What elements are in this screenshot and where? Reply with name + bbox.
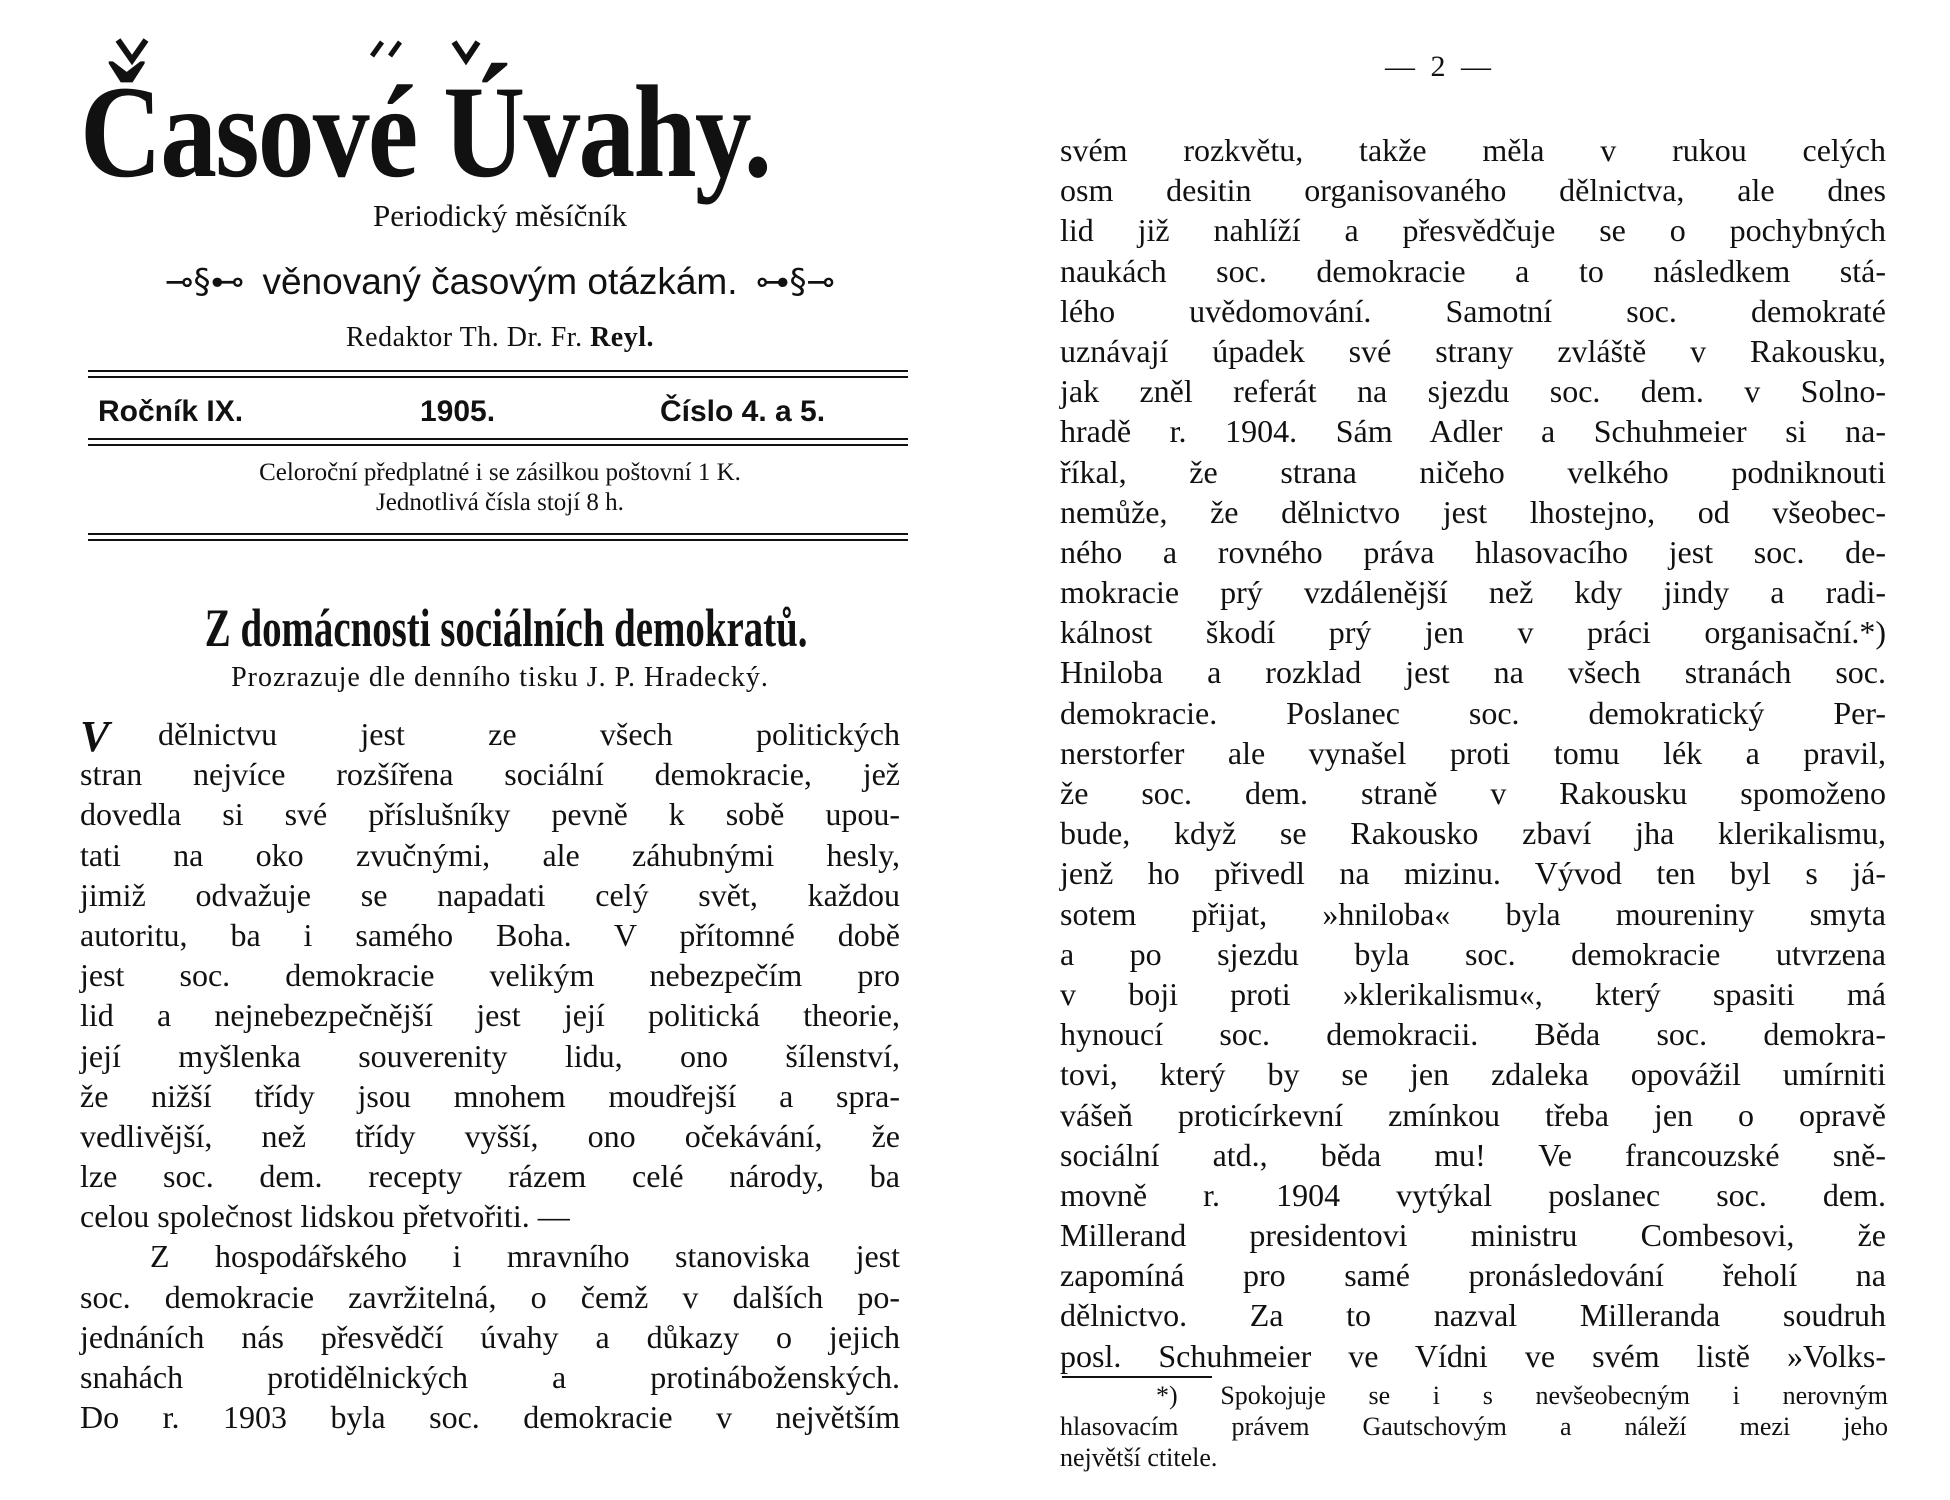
- text-line: zapomíná pro samé pronásledování řeholí na: [1060, 1257, 1886, 1294]
- text-line: dělnictvo. Za to nazval Milleranda soudruh: [1060, 1297, 1886, 1334]
- drop-cap: V: [80, 712, 110, 761]
- masthead-tagline-row: [105, 258, 895, 306]
- article-body-right: [1060, 130, 1886, 1376]
- text-line: lid již nahlíží a přesvědčuje se o pochybných: [1060, 212, 1886, 249]
- text-line: a po sjezdu byla soc. demokracie utvrzena: [1060, 935, 1886, 972]
- text-line: říkal, že strana ničeho velkého podniknouti: [1060, 453, 1886, 490]
- text-line: lze soc. dem. recepty rázem celé národy, ba: [80, 1158, 900, 1195]
- divider: [88, 438, 908, 440]
- text-line: jest soc. demokracie velikým nebezpečím pro: [80, 957, 900, 994]
- issue-volume: Ročník IX.: [98, 395, 244, 428]
- text-line: dovedla si své příslušníky pevně k sobě upou-: [80, 796, 900, 833]
- text-line: movně r. 1904 vytýkal poslanec soc. dem.: [1060, 1176, 1886, 1213]
- text-line: tovi, který by se jen zdaleka opovážil umírniti: [1060, 1056, 1886, 1093]
- text-line: největší ctitele.: [1060, 1443, 1218, 1472]
- text-line: jenž ho přivedl na mizinu. Vývod ten byl s já-: [1060, 855, 1886, 892]
- divider: [88, 370, 908, 372]
- text-line: stran nejvíce rozšířena sociální demokracie, jež: [80, 756, 900, 793]
- issue-info-row: [98, 395, 898, 435]
- text-line-content: dělnictvu jest ze všech politických: [158, 716, 900, 752]
- text-line: uznávají úpadek své strany zvláště v Rakousku,: [1060, 332, 1886, 369]
- text-line: naukách soc. demokracie a to následkem stá-: [1060, 252, 1886, 289]
- text-line: sotem přijat, »hniloba« byla moureniny smyta: [1060, 895, 1886, 932]
- divider: [88, 539, 908, 541]
- issue-year: 1905.: [420, 395, 496, 428]
- text-line: vášeň proticírkevní zmínkou třeba jen o opravě: [1060, 1096, 1886, 1133]
- masthead-tagline: věnovaný časovým otázkám.: [262, 261, 738, 302]
- subscription-line-1: Celoroční předplatné i se zásilkou poštovní 1 K.: [259, 459, 741, 486]
- text-line: mokracie prý vzdálenější než kdy jindy a radi-: [1060, 574, 1886, 611]
- text-line: že soc. dem. straně v Rakousku spomoženo: [1060, 775, 1886, 811]
- divider: [88, 444, 908, 446]
- text-line: ného a rovného práva hlasovacího jest soc. de-: [1060, 533, 1886, 570]
- page-number: — 2 —: [1385, 50, 1495, 83]
- text-line: Z hospodářského i mravního stanoviska jest: [150, 1238, 900, 1275]
- text-line: jimiž odvažuje se napadati celý svět, každou: [80, 876, 900, 913]
- editor-name: Reyl.: [590, 322, 655, 353]
- text-line: soc. demokracie zavržitelná, o čemž v dalších po-: [80, 1278, 900, 1315]
- text-line: kálnost škodí prý jen v práci organisační.*): [1060, 614, 1886, 651]
- text-line: hradě r. 1904. Sám Adler a Schuhmeier si na-: [1060, 413, 1886, 450]
- text-line: Do r. 1903 byla soc. demokracie v největším: [80, 1399, 900, 1436]
- text-line: osm desitin organisovaného dělnictva, ale dnes: [1060, 172, 1886, 209]
- text-line: její myšlenka souverenity lidu, ono šílenství,: [80, 1037, 900, 1074]
- text-line: nerstorfer ale vynašel proti tomu lék a pravil,: [1060, 734, 1886, 771]
- ornament-right-icon: ⊶§⊸: [755, 262, 836, 302]
- text-line: lid a nejnebezpečnější jest její politická theorie,: [80, 997, 900, 1034]
- text-line: svém rozkvětu, takže měla v rukou celých: [1060, 132, 1886, 168]
- text-line: jednáních nás přesvědčí úvahy a důkazy o jejich: [80, 1318, 900, 1355]
- text-line: snahách protidělnických a protináboženských.: [80, 1359, 900, 1395]
- masthead-editor: [90, 322, 910, 354]
- text-line: celou společnost lidskou přetvořiti. —: [80, 1198, 570, 1235]
- text-line: nemůže, že dělnictvo jest lhostejno, od všeobec-: [1060, 493, 1886, 530]
- subscription-line-2: Jednotlivá čísla stojí 8 h.: [376, 489, 624, 516]
- text-line: bude, když se Rakousko zbaví jha klerikalismu,: [1060, 815, 1886, 852]
- masthead-subtitle: Periodický měsíčník: [373, 198, 627, 233]
- text-line: tati na oko zvučnými, ale záhubnými hesly,: [80, 836, 900, 873]
- text-line: jak zněl referát na sjezdu soc. dem. v Solno-: [1060, 373, 1886, 410]
- text-line: sociální atd., běda mu! Ve francouzské sně-: [1060, 1136, 1886, 1173]
- footnote: [1060, 1380, 1888, 1473]
- text-line: posl. Schuhmeier ve Vídni ve svém listě »Volks-: [1060, 1337, 1886, 1374]
- text-line: Hniloba a rozklad jest na všech stranách soc.: [1060, 654, 1886, 691]
- text-line: [80, 712, 900, 761]
- text-line: hynoucí soc. demokracii. Běda soc. demokra-: [1060, 1016, 1886, 1053]
- footnote-divider: [1062, 1376, 1212, 1378]
- text-line: lého uvědomování. Samotní soc. demokraté: [1060, 292, 1886, 329]
- masthead-title: Časové Úvahy.: [80, 58, 771, 205]
- text-line: hlasovacím právem Gautschovým a náleží mezi jeho: [1060, 1412, 1888, 1441]
- divider: [88, 376, 908, 378]
- text-line: v boji proti »klerikalismu«, který spasiti má: [1060, 975, 1886, 1012]
- text-line: že nižší třídy jsou mnohem moudřejší a spra-: [80, 1077, 900, 1114]
- issue-number: Číslo 4. a 5.: [660, 395, 826, 428]
- article-byline: Prozrazuje dle denního tisku J. P. Hradecký.: [231, 662, 769, 693]
- divider: [88, 533, 908, 535]
- text-line: autoritu, ba i samého Boha. V přítomné době: [80, 916, 900, 953]
- text-line: Millerand presidentovi ministru Combesovi, že: [1060, 1217, 1886, 1254]
- text-line: *) Spokojuje se i s nevšeobecným i nerovným: [1156, 1381, 1888, 1410]
- right-page: [975, 0, 1950, 1500]
- text-line: demokracie. Poslanec soc. demokratický Per-: [1060, 694, 1886, 731]
- article-body-left: [80, 714, 900, 1437]
- editor-prefix: Redaktor Th. Dr. Fr.: [345, 322, 583, 353]
- text-line: vedlivější, než třídy vyšší, ono očekávání, že: [80, 1117, 900, 1154]
- ornament-left-icon: ⊸§⊷: [164, 262, 245, 302]
- article-title: Z domácnosti sociálních demokratů.: [204, 598, 808, 658]
